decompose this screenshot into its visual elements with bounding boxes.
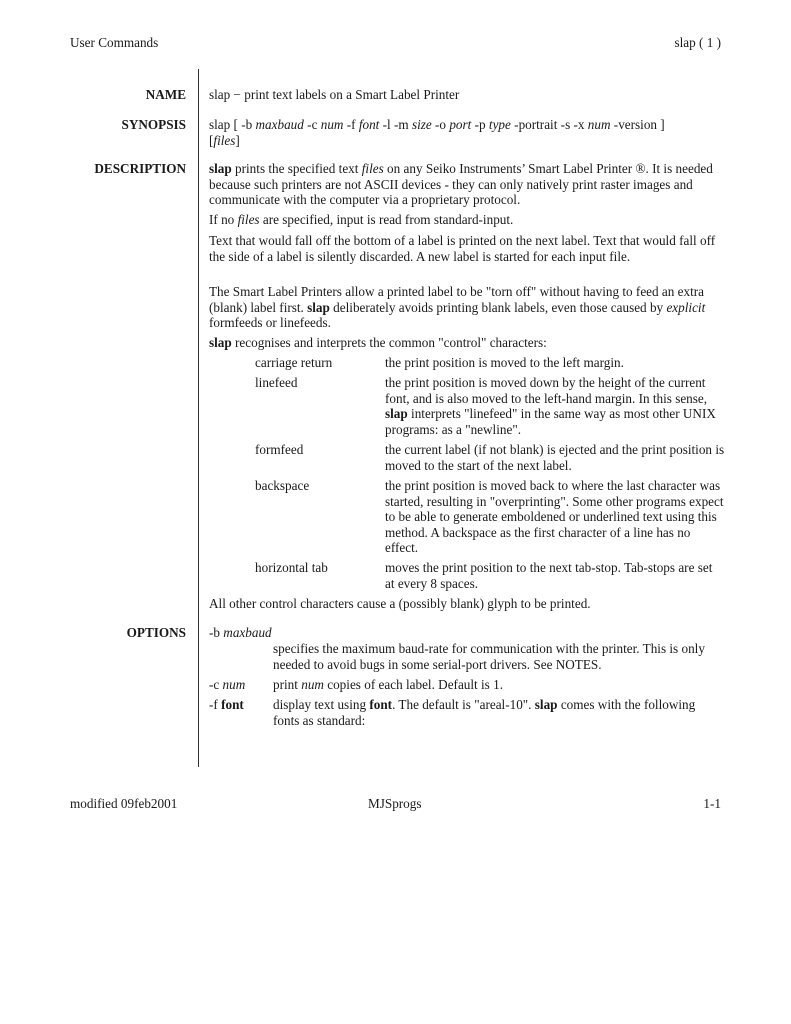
section-heading-name: NAME [145,87,186,102]
description-p5: slap recognises and interprets the common "control" characters: [209,335,547,350]
control-def: the print position is moved down by the height of the current font, and is also moved to the left-hand margin. In this sense, slap interprets "linefeed" in the same way as most other UNIX programs: as a "newline". [385,375,716,437]
footer-right: 1-1 [703,796,721,811]
section-heading-description: DESCRIPTION [94,161,186,176]
description-p3: Text that would fall off the bottom of a label is printed on the next label. Text that would fall off the side of a label is silently discarded. A new label is started for each input file. [209,233,716,264]
control-def: moves the print position to the next tab-stop. Tab-stops are set at every 8 spaces. [385,560,713,591]
control-def: the print position is moved to the left margin. [385,355,624,370]
control-term: backspace [255,478,310,493]
control-def: the print position is moved back to where the last character was started, resulting in "overprinting". Some other programs expect to be able to generate emboldened or underlined text using this method. A backspace as the first character of a line has no effect. [385,478,724,555]
description-p2: If no files are specified, input is read from standard-input. [209,212,514,227]
synopsis-text: slap [ -b maxbaud -c num -f font -l -m size -o port -p type -portrait -s -x num -version ] [files] [209,117,665,148]
option-b: -b maxbaud [209,625,272,640]
section-heading-synopsis: SYNOPSIS [121,117,186,132]
control-term: horizontal tab [255,560,328,575]
section-divider [198,69,199,767]
option-c: -c num [209,677,246,692]
section-heading-options: OPTIONS [126,625,186,640]
description-p1: slap prints the specified text files on any Seiko Instruments’ Smart Label Printer ®. It is needed because such printers are not ASCII devices - they can only natively print raster images and communicate with the computer via a proprietary protocol. [209,161,713,207]
control-term: formfeed [255,442,304,457]
description-p6: All other control characters cause a (possibly blank) glyph to be printed. [209,596,591,611]
footer-center: MJSprogs [368,796,422,811]
footer-left: modified 09feb2001 [70,796,178,811]
description-p4: The Smart Label Printers allow a printed label to be "torn off" without having to feed an extra (blank) label first. slap deliberately avoids printing blank labels, even those caused by explicit formfeeds or linefeeds. [209,284,706,330]
control-def: the current label (if not blank) is ejected and the print position is moved to the start of the next label. [385,442,725,473]
header-left: User Commands [70,35,159,50]
option-f-description: display text using font. The default is "areal-10". slap comes with the following fonts as standard: [273,697,696,728]
name-text: slap − print text labels on a Smart Label Printer [209,87,460,102]
header-right: slap ( 1 ) [674,35,721,50]
option-f: -f font [209,697,244,712]
option-b-description: specifies the maximum baud-rate for communication with the printer. This is only needed to avoid bugs in some serial-port drivers. See NOTES. [273,641,705,672]
control-term: linefeed [255,375,298,390]
option-c-description: print num copies of each label. Default is 1. [273,677,503,692]
control-term: carriage return [255,355,333,370]
